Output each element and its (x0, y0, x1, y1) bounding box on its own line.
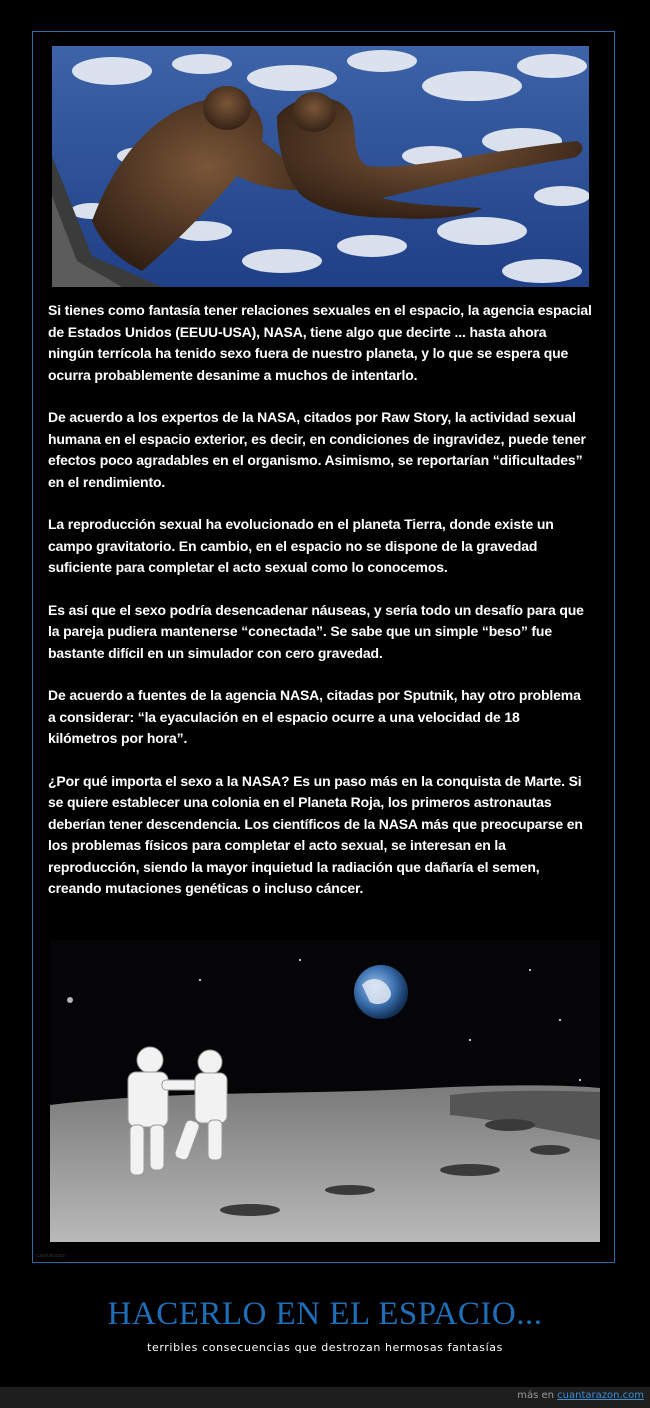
watermark: cuantarazon (35, 1253, 67, 1259)
paragraph-intro: Si tienes como fantasía tener relaciones sexuales en el espacio, la agencia espacial de Estados Unidos (EEUU-USA), NASA, tiene algo que decirte ... hasta ahora ningún terrícola ha tenido sexo fuera de nuestro planeta, y lo que se espera que ocurra probablemente desanime a muchos de intentarlo. (48, 302, 592, 383)
footer-prefix: más en (517, 1390, 554, 1401)
couple-floating-image (52, 46, 589, 287)
paragraph-sputnik: De acuerdo a fuentes de la agencia NASA, citadas por Sputnik, hay otro problema a considerar: “la eyaculación en el espacio ocurre a una velocidad de 18 kilómetros por hora”. (48, 687, 581, 746)
paragraph-gravity: La reproducción sexual ha evolucionado en el planeta Tierra, donde existe un campo gravitatorio. En cambio, en el espacio no se dispone de la gravedad suficiente para completar el acto sexual como lo conocemos. (48, 516, 554, 575)
paragraph-nausea: Es así que el sexo podría desencadenar náuseas, y sería todo un desafío para que la pareja pudiera mantenerse “conectada”. Se sabe que un simple “beso” fue bastante difícil en un simulador con cero gravedad. (48, 601, 584, 661)
paragraph-mars: ¿Por qué importa el sexo a la NASA? Es un paso más en la conquista de Marte. Si se quiere establecer una colonia en el Planeta Roja, los primeros astronautas deberían tener descendencia. Los científicos de la NASA más que preocuparse en los problemas físicos para completar el acto sexual, se interesan en la reproducción, siendo la mayor inquietud la radiación que dañaría el semen, creando mutaciones genéticas o incluso cáncer. (48, 772, 583, 896)
paragraph-nasa-experts: De acuerdo a los expertos de la NASA, citados por Raw Story, la actividad sexual humana en el espacio exterior, es decir, en condiciones de ingravidez, puede tener efectos poco agradables en el organismo. Asimismo, se reportarían “dificultades” en el rendimiento. (48, 409, 586, 490)
footer-text (517, 1390, 644, 1401)
article-body (48, 300, 592, 921)
footer-bar (0, 1387, 650, 1408)
headline: HACERLO EN EL ESPACIO... (107, 1296, 543, 1332)
cuantarazon-link[interactable]: cuantarazon.com (557, 1390, 644, 1401)
subtitle: terribles consecuencias que destrozan hermosas fantasías (147, 1341, 503, 1354)
astronauts-moon-image (50, 940, 600, 1242)
